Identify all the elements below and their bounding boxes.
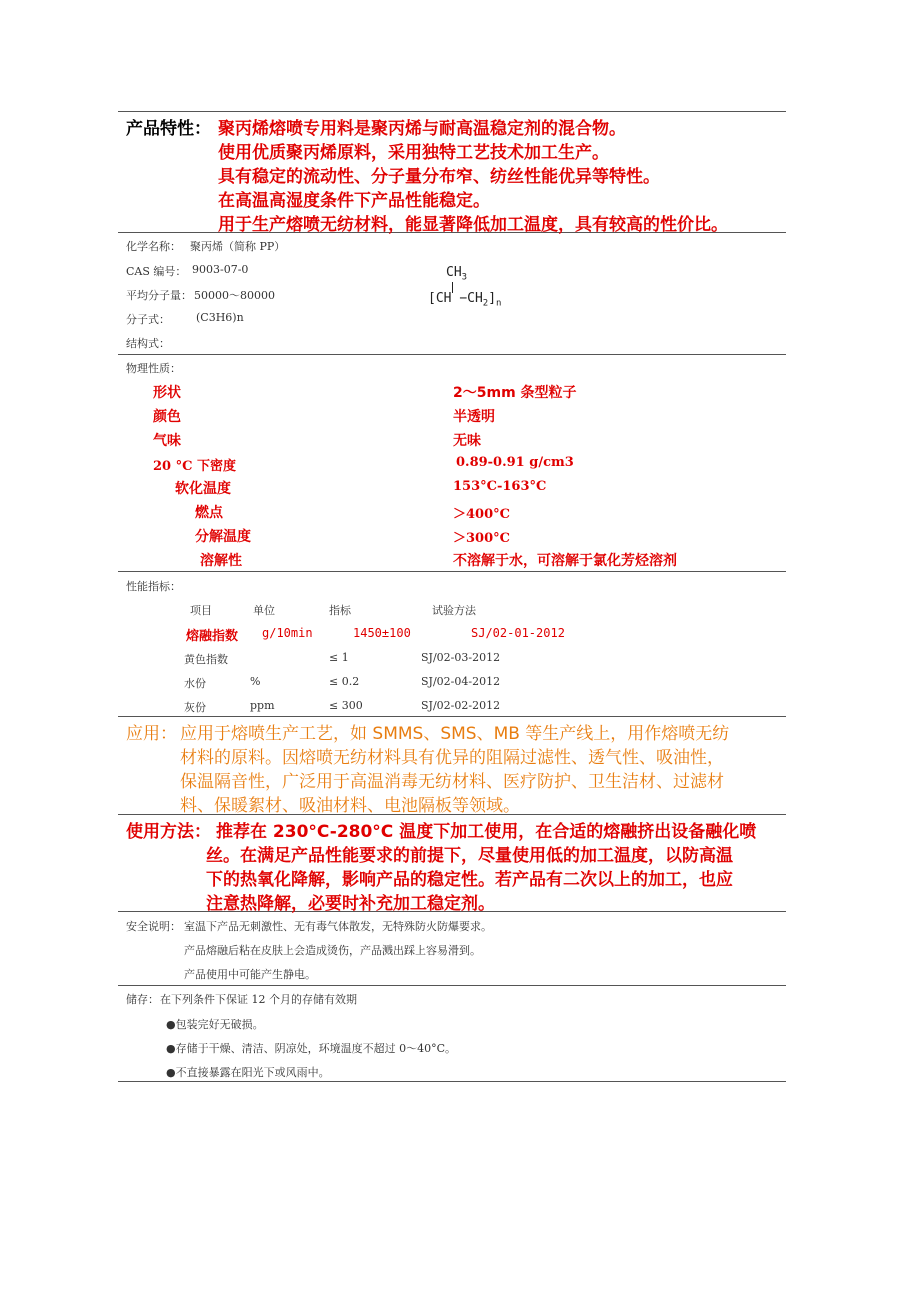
storage-label: 储存： — [126, 993, 159, 1006]
storage-intro: 在下列条件下保证 12 个月的存储有效期 — [160, 993, 357, 1006]
performance-label: 性能指标： — [126, 580, 181, 593]
perf-item: 水份 — [184, 677, 206, 690]
storage-item: ●存储于干燥、清洁、阴凉处，环境温度不超过 0～40°C。 — [166, 1042, 457, 1055]
perf-method: SJ/02-04-2012 — [421, 675, 501, 688]
application-line: 保温隔音性，广泛用于高温消毒无纺材料、医疗防护、卫生洁材、过滤材 — [180, 772, 724, 792]
usage-line: 推荐在 230°C-280°C 温度下加工使用，在合适的熔融挤出设备融化喷 — [216, 822, 757, 842]
characteristics-line: 聚丙烯熔喷专用料是聚丙烯与耐高温稳定剂的混合物。 — [218, 119, 626, 139]
perf-item: 灰份 — [184, 701, 206, 714]
physical-prop-name: 燃点 — [195, 505, 223, 521]
formula-value: (C3H6)n — [196, 311, 244, 324]
usage-label: 使用方法： — [126, 822, 211, 842]
mw-label: 平均分子量： — [126, 289, 192, 302]
physical-prop-value: 半透明 — [453, 409, 495, 425]
perf-header-unit: 单位 — [253, 604, 275, 617]
safety-line: 产品使用中可能产生静电。 — [184, 968, 316, 981]
physical-prop-value: ＞300°C — [453, 531, 510, 546]
divider — [118, 716, 786, 717]
perf-unit: % — [250, 675, 261, 688]
divider — [118, 111, 786, 112]
characteristics-label: 产品特性： — [126, 119, 211, 139]
characteristics-line: 具有稳定的流动性、分子量分布窄、纺丝性能优异等特性。 — [218, 167, 660, 187]
divider — [118, 354, 786, 355]
structure-formula-image — [428, 265, 538, 317]
physical-prop-name: 颜色 — [153, 409, 181, 425]
cas-label: CAS 编号： — [126, 265, 187, 278]
physical-prop-value: 0.89-0.91 g/cm3 — [456, 455, 574, 470]
characteristics-line: 用于生产熔喷无纺材料，能显著降低加工温度，具有较高的性价比。 — [218, 215, 728, 235]
storage-item: ●不直接暴露在阳光下或风雨中。 — [166, 1066, 330, 1079]
perf-method: SJ/02-02-2012 — [421, 699, 501, 712]
application-line: 材料的原料。因熔喷无纺材料具有优异的阻隔过滤性、透气性、吸油性， — [180, 748, 724, 768]
physical-label: 物理性质： — [126, 362, 181, 375]
usage-line: 注意热降解，必要时补充加工稳定剂。 — [206, 894, 495, 914]
safety-label: 安全说明： — [126, 920, 181, 933]
divider — [118, 571, 786, 572]
physical-prop-value: 2～5mm 条型粒子 — [453, 385, 577, 401]
physical-prop-name: 分解温度 — [195, 529, 251, 545]
formula-label: 分子式： — [126, 313, 170, 326]
physical-prop-name: 溶解性 — [200, 553, 242, 569]
perf-method: SJ/02-01-2012 — [471, 626, 565, 640]
application-label: 应用： — [126, 724, 177, 744]
perf-spec: ≤ 1 — [329, 651, 349, 664]
physical-prop-value: 不溶解于水，可溶解于氯化芳烃溶剂 — [453, 553, 677, 569]
perf-unit: g/10min — [262, 626, 313, 640]
physical-prop-value: ＞400°C — [453, 507, 510, 522]
perf-spec: ≤ 300 — [329, 699, 363, 712]
usage-line: 下的热氧化降解，影响产品的稳定性。若产品有二次以上的加工，也应 — [206, 870, 733, 890]
safety-line: 室温下产品无刺激性、无有毒气体散发，无特殊防火防爆要求。 — [184, 920, 492, 933]
physical-prop-name: 形状 — [153, 385, 181, 401]
perf-header-spec: 指标 — [329, 604, 351, 617]
application-line: 料、保暖絮材、吸油材料、电池隔板等领域。 — [180, 796, 520, 816]
divider — [118, 1081, 786, 1082]
characteristics-line: 在高温高湿度条件下产品性能稳定。 — [218, 191, 490, 211]
usage-line: 丝。在满足产品性能要求的前提下，尽量使用低的加工温度，以防高温 — [206, 846, 733, 866]
structure-chain: $[CH -CH_2]_n$ — [428, 291, 502, 309]
chem-name-value: 聚丙烯（简称 PP） — [190, 240, 286, 253]
structure-methyl: $CH_3$ — [446, 265, 468, 283]
divider — [118, 985, 786, 986]
physical-prop-value: 无味 — [453, 433, 481, 449]
cas-value: 9003-07-0 — [192, 263, 249, 276]
perf-header-item: 项目 — [190, 604, 212, 617]
perf-item: 熔融指数 — [186, 629, 239, 644]
application-line: 应用于熔喷生产工艺，如 SMMS、SMS、MB 等生产线上，用作熔喷无纺 — [180, 724, 730, 744]
perf-spec: ≤ 0.2 — [329, 675, 360, 688]
physical-prop-name: 软化温度 — [175, 481, 231, 497]
physical-prop-value: 153°C-163°C — [453, 479, 547, 494]
characteristics-line: 使用优质聚丙烯原料，采用独特工艺技术加工生产。 — [218, 143, 609, 163]
structure-label: 结构式： — [126, 337, 170, 350]
mw-value: 50000～80000 — [194, 289, 275, 302]
physical-prop-name: 气味 — [153, 433, 181, 449]
perf-item: 黄色指数 — [184, 653, 228, 666]
safety-line: 产品熔融后粘在皮肤上会造成烫伤，产品溅出踩上容易滑到。 — [184, 944, 481, 957]
perf-unit: ppm — [250, 699, 275, 712]
perf-header-method: 试验方法 — [432, 604, 476, 617]
perf-method: SJ/02-03-2012 — [421, 651, 501, 664]
chem-name-label: 化学名称： — [126, 240, 181, 253]
physical-prop-name: 20 °C 下密度 — [153, 459, 236, 474]
perf-spec: 1450±100 — [353, 626, 411, 640]
storage-item: ●包装完好无破损。 — [166, 1018, 264, 1031]
